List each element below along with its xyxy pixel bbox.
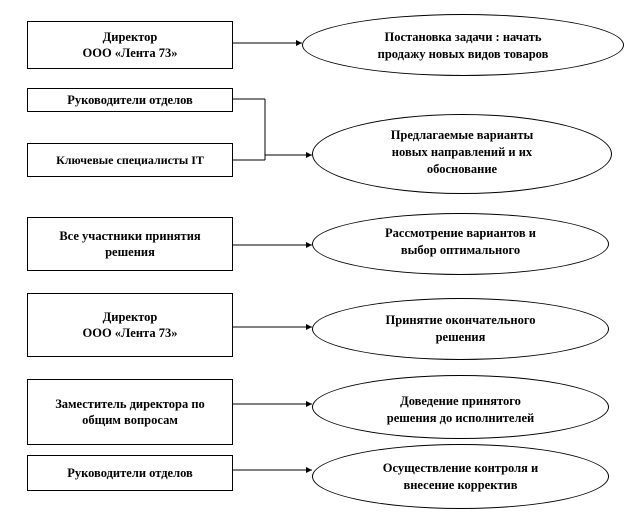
ellipse-proposed-options: Предлагаемые варианты новых направлений и их обоснование [312,114,612,194]
box-deputy-director: Заместитель директора по общим вопросам [27,379,233,445]
box-dept-heads-2: Руководители отделов [27,455,233,491]
ellipse-communicate-decision: Доведение принятого решения до исполнителей [312,375,609,439]
ellipse-task-setting: Постановка задачи : начать продажу новых видов товаров [302,14,624,76]
ellipse-final-decision: Принятие окончательного решения [312,298,609,360]
box-dept-heads-1: Руководители отделов [27,88,233,112]
ellipse-review-options: Рассмотрение вариантов и выбор оптимального [312,213,609,275]
ellipse-control-and-correction: Осуществление контроля и внесение корректив [312,444,609,509]
box-director-1: Директор ООО «Лента 73» [27,21,233,69]
box-director-2: Директор ООО «Лента 73» [27,293,233,357]
box-all-participants: Все участники принятия решения [27,217,233,271]
box-key-it-specialists: Ключевые специалисты IT [27,143,233,177]
